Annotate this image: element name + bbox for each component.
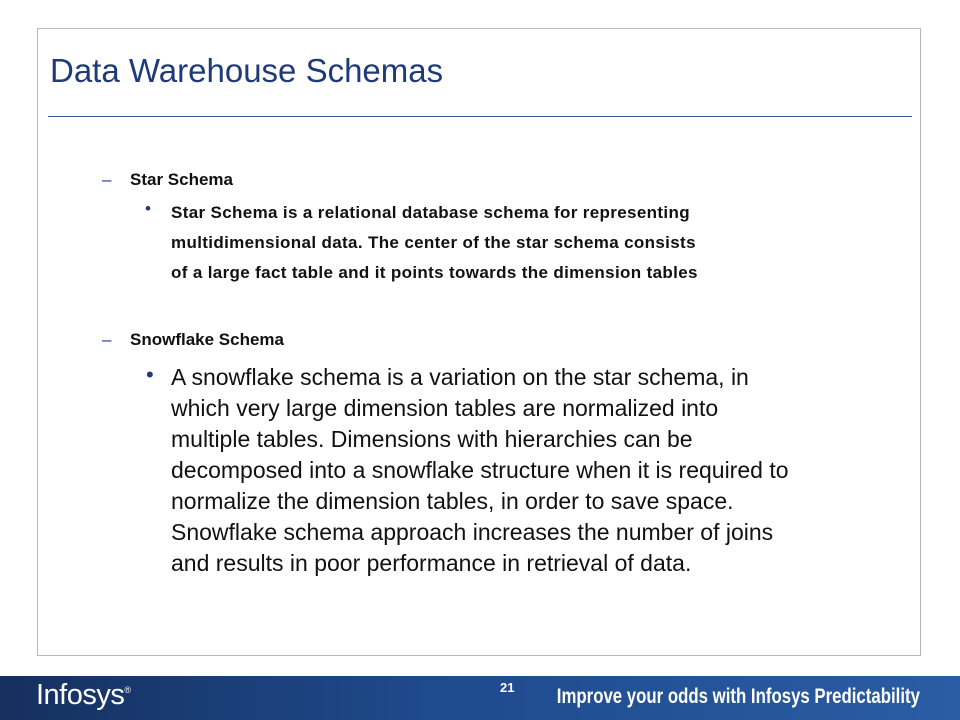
section-heading-star-schema: Star Schema — [130, 170, 233, 189]
registered-mark: ® — [124, 685, 131, 695]
text-line: multidimensional data. The center of the star schema consists — [171, 233, 696, 252]
text-line: multiple tables. Dimensions with hierarchies can be — [171, 426, 693, 452]
text-line: Snowflake schema approach increases the number of joins — [171, 519, 774, 545]
text-line: which very large dimension tables are normalized into — [171, 395, 719, 421]
footer-band — [0, 676, 960, 720]
text-line: decomposed into a snowflake structure when it is required to — [171, 457, 789, 483]
text-line: normalize the dimension tables, in order to save space. — [171, 488, 734, 514]
slide-title: Data Warehouse Schemas — [50, 52, 444, 89]
footer-tagline: Improve your odds with Infosys Predictability — [556, 685, 920, 708]
star-schema-description — [171, 198, 891, 288]
infosys-logo — [36, 679, 131, 712]
dash-marker: – — [102, 330, 112, 349]
snowflake-schema-description — [171, 362, 901, 579]
section-heading-snowflake-schema: Snowflake Schema — [130, 330, 285, 349]
page-number: 21 — [500, 680, 515, 695]
text-line: Star Schema is a relational database schema for representing — [171, 203, 690, 222]
text-line: A snowflake schema is a variation on the star schema, in — [171, 364, 749, 390]
bullet-marker: • — [145, 199, 151, 218]
logo-text: Infosys — [36, 679, 125, 711]
dash-marker: – — [102, 170, 112, 189]
text-line: and results in poor performance in retrieval of data. — [171, 550, 692, 576]
title-divider — [48, 116, 912, 117]
bullet-marker: • — [146, 362, 154, 387]
text-line: of a large fact table and it points towards the dimension tables — [171, 263, 698, 282]
